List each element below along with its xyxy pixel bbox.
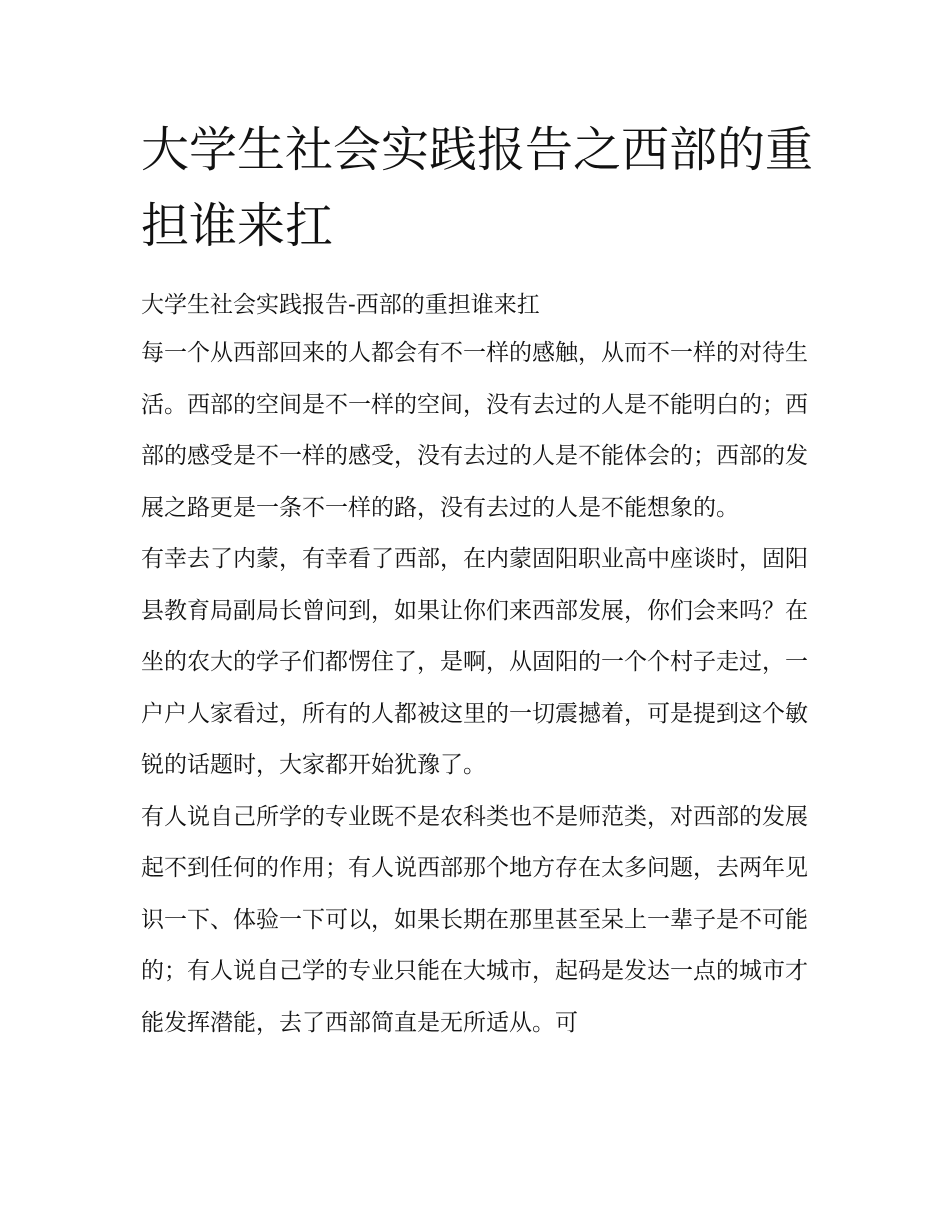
document-title: 大学生社会实践报告之西部的重担谁来扛 — [141, 122, 814, 254]
paragraph-1: 每一个从西部回来的人都会有不一样的感触，从而不一样的对待生活。西部的空间是不一样的空间，没有去过的人是不能明白的；西部的感受是不一样的感受，没有去过的人是不能体会的；西部的发展之路更是一条不一样的路，没有去过的人是不能想象的。 — [141, 340, 808, 521]
document-page — [141, 112, 813, 1049]
paragraph-3: 有人说自己所学的专业既不是农科类也不是师范类，对西部的发展起不到任何的作用；有人说西部那个地方存在太多问题，去两年见识一下、体验一下可以，如果长期在那里甚至呆上一辈子是不可能的；有人说自己学的专业只能在大城市，起码是发达一点的城市才能发挥潜能，去了西部简直是无所适从。可 — [141, 803, 808, 1036]
document-subtitle: 大学生社会实践报告-西部的重担谁来扛 — [141, 292, 540, 318]
paragraph-2: 有幸去了内蒙，有幸看了西部，在内蒙固阳职业高中座谈时，固阳县教育局副局长曾问到，如果让你们来西部发展，你们会来吗？在坐的农大的学子们都愣住了，是啊，从固阳的一个个村子走过，一户户人家看过，所有的人都被这里的一切震撼着，可是提到这个敏锐的话题时，大家都开始犹豫了。 — [141, 546, 808, 778]
